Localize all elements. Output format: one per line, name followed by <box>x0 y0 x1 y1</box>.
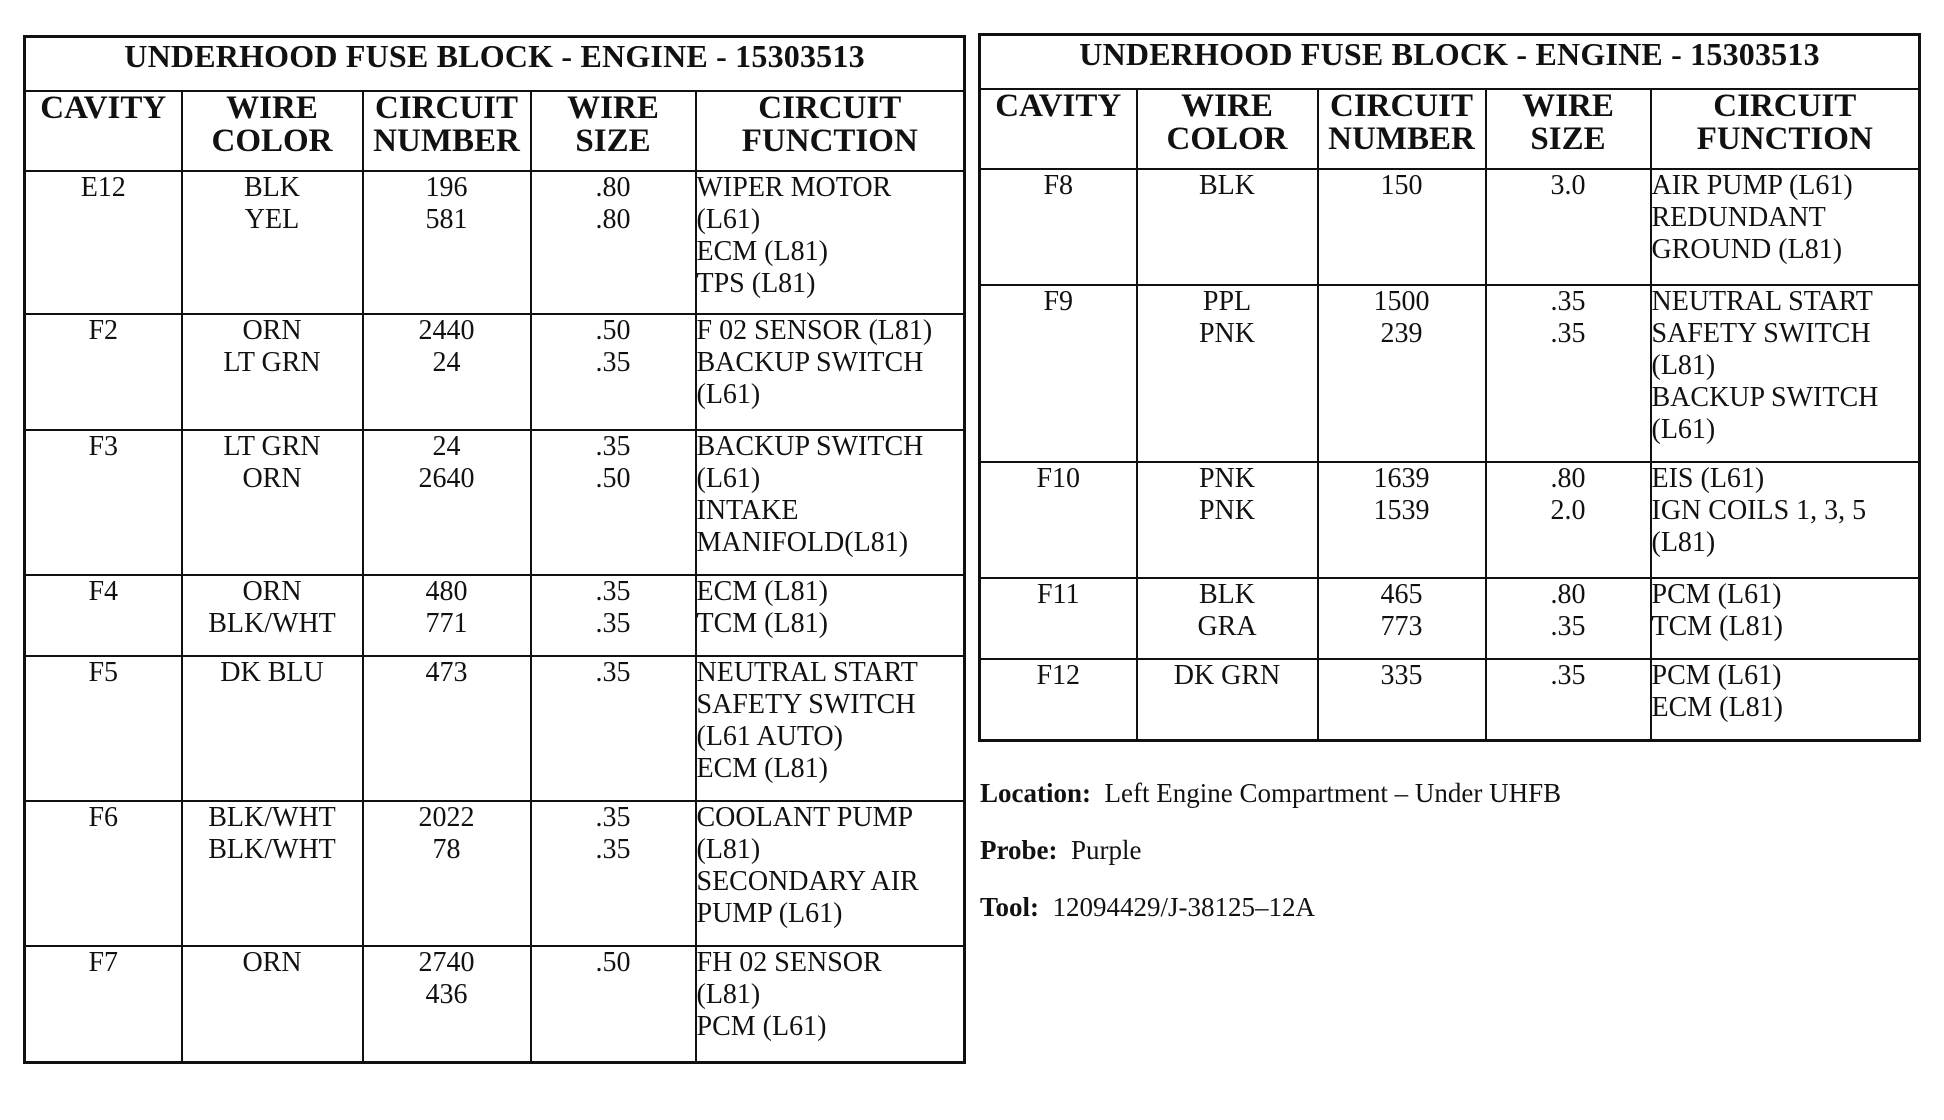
cell-line: 480 <box>425 576 468 607</box>
table-row <box>980 169 1920 285</box>
cell-line: 239 <box>1380 318 1423 349</box>
wire-size-cell <box>531 656 696 801</box>
cell-line: (L61) <box>696 204 761 235</box>
cell-line: ORN <box>242 463 302 494</box>
table-row <box>980 659 1920 740</box>
cell-line: WIPER MOTOR <box>696 172 892 203</box>
table-row <box>980 285 1920 462</box>
cell-line: PNK <box>1198 463 1255 494</box>
wire-color-cell <box>182 801 363 946</box>
header-wire-size <box>531 91 696 171</box>
cell-line: SIZE <box>1530 121 1606 157</box>
wire-size-cell <box>1486 659 1651 740</box>
cell-line: BLK <box>1199 579 1255 610</box>
cavity-cell: F5 <box>25 656 182 801</box>
header-circuit-number <box>1318 89 1486 169</box>
fuse-table-right <box>978 33 1921 742</box>
cell-line: ECM (L81) <box>696 236 828 267</box>
cell-line: ECM (L81) <box>696 576 828 607</box>
cell-line: .35 <box>595 576 631 607</box>
cell-line: BLK/WHT <box>208 802 336 833</box>
circuit-number-cell <box>1318 659 1486 740</box>
cell-line: 78 <box>432 834 461 865</box>
cell-line: ORN <box>242 576 302 607</box>
wire-color-cell <box>182 314 363 430</box>
wire-color-cell <box>182 171 363 314</box>
cell-line: BLK <box>244 172 300 203</box>
cell-line: BLK <box>1199 170 1255 201</box>
circuit-function-cell <box>696 946 965 1062</box>
probe-label: Probe: <box>980 835 1058 865</box>
circuit-number-cell <box>1318 462 1486 578</box>
cell-line: 1500 <box>1373 286 1430 317</box>
cell-line: WIRE <box>226 90 318 126</box>
cell-line: WIRE <box>567 90 659 126</box>
wire-size-cell <box>531 430 696 575</box>
table-row <box>25 314 965 430</box>
cavity-cell: F6 <box>25 801 182 946</box>
cell-line: IGN COILS 1, 3, 5 <box>1651 495 1867 526</box>
cell-line: F 02 SENSOR (L81) <box>696 315 933 346</box>
wire-color-cell <box>1137 578 1318 659</box>
cell-line: CIRCUIT <box>758 90 902 126</box>
cell-line: YEL <box>244 204 300 235</box>
cell-line: PNK <box>1198 318 1255 349</box>
cell-line: .80 <box>1550 579 1586 610</box>
cell-line: .35 <box>1550 611 1586 642</box>
cell-line: .35 <box>595 347 631 378</box>
cell-line: DK BLU <box>220 657 324 688</box>
location-info <box>980 778 1561 809</box>
cell-line: BACKUP SWITCH <box>696 431 924 462</box>
cell-line: .35 <box>1550 660 1586 691</box>
circuit-function-cell <box>696 430 965 575</box>
cell-line: 24 <box>432 431 461 462</box>
cell-line: NEUTRAL START <box>1651 286 1873 317</box>
cell-line: 1639 <box>1373 463 1430 494</box>
cell-line: FUNCTION <box>741 123 918 159</box>
cell-line: NEUTRAL START <box>696 657 918 688</box>
location-value: Left Engine Compartment – Under UHFB <box>1104 778 1562 808</box>
cell-line: 24 <box>432 347 461 378</box>
cell-line: LT GRN <box>223 347 321 378</box>
circuit-number-cell <box>363 430 531 575</box>
cell-line: GROUND (L81) <box>1651 234 1843 265</box>
header-cavity <box>25 91 182 171</box>
wire-color-cell <box>1137 285 1318 462</box>
cell-line: 773 <box>1380 611 1423 642</box>
cell-line: ECM (L81) <box>1651 692 1783 723</box>
cavity-cell: F3 <box>25 430 182 575</box>
tool-info <box>980 892 1315 923</box>
wire-color-cell <box>1137 659 1318 740</box>
wire-size-cell <box>531 575 696 656</box>
wire-size-cell <box>1486 578 1651 659</box>
wire-color-cell <box>1137 462 1318 578</box>
cell-line: COLOR <box>1166 121 1288 157</box>
cell-line: WIRE <box>1181 88 1273 124</box>
cell-line: .80 <box>595 172 631 203</box>
header-cavity <box>980 89 1137 169</box>
cell-line: ORN <box>242 315 302 346</box>
cavity-cell: F7 <box>25 946 182 1062</box>
cell-line: PCM (L61) <box>1651 660 1782 691</box>
header-circuit-number <box>363 91 531 171</box>
cell-line: CAVITY <box>995 88 1122 124</box>
circuit-function-cell <box>1651 578 1920 659</box>
wire-size-cell <box>531 314 696 430</box>
wire-size-cell <box>531 171 696 314</box>
cell-line: ORN <box>242 947 302 978</box>
cell-line: .35 <box>1550 318 1586 349</box>
tool-value: 12094429/J-38125–12A <box>1052 892 1316 922</box>
cell-line: (L61 AUTO) <box>696 721 843 752</box>
cell-line: 3.0 <box>1550 170 1586 201</box>
table-row <box>25 656 965 801</box>
table-title: UNDERHOOD FUSE BLOCK - ENGINE - 15303513 <box>980 35 1920 90</box>
cell-line: LT GRN <box>223 431 321 462</box>
wire-color-cell <box>182 656 363 801</box>
cell-line: (L61) <box>1651 414 1716 445</box>
header-wire-color <box>1137 89 1318 169</box>
cavity-cell: F2 <box>25 314 182 430</box>
cell-line: MANIFOLD(L81) <box>696 527 909 558</box>
cell-line: .35 <box>1550 286 1586 317</box>
cell-line: .80 <box>595 204 631 235</box>
wire-color-cell <box>1137 169 1318 285</box>
circuit-number-cell <box>1318 578 1486 659</box>
circuit-function-cell <box>696 314 965 430</box>
wire-color-cell <box>182 575 363 656</box>
cavity-cell: E12 <box>25 171 182 314</box>
cell-line: ECM (L81) <box>696 753 828 784</box>
cell-line: TPS (L81) <box>696 268 816 299</box>
cell-line: 150 <box>1380 170 1423 201</box>
fuse-table-left <box>23 35 966 1064</box>
cell-line: SECONDARY AIR <box>696 866 919 897</box>
circuit-number-cell <box>363 946 531 1062</box>
circuit-number-cell <box>363 656 531 801</box>
cell-line: REDUNDANT <box>1651 202 1826 233</box>
tool-label: Tool: <box>980 892 1040 922</box>
cell-line: 771 <box>425 608 468 639</box>
cell-line: 473 <box>425 657 468 688</box>
cell-line: 1539 <box>1373 495 1430 526</box>
cavity-cell: F10 <box>980 462 1137 578</box>
cavity-cell: F11 <box>980 578 1137 659</box>
cell-line: PCM (L61) <box>1651 579 1782 610</box>
header-wire-size <box>1486 89 1651 169</box>
cell-line: (L61) <box>696 463 761 494</box>
cell-line: PUMP (L61) <box>696 898 843 929</box>
cell-line: BACKUP SWITCH <box>696 347 924 378</box>
cell-line: WIRE <box>1522 88 1614 124</box>
cell-line: 2022 <box>418 802 475 833</box>
circuit-function-cell <box>1651 169 1920 285</box>
circuit-number-cell <box>363 314 531 430</box>
cell-line: (L81) <box>1651 527 1716 558</box>
table-row <box>25 575 965 656</box>
cell-line: .35 <box>595 608 631 639</box>
cavity-cell: F8 <box>980 169 1137 285</box>
cell-line: .50 <box>595 463 631 494</box>
cell-line: .80 <box>1550 463 1586 494</box>
header-wire-color <box>182 91 363 171</box>
circuit-function-cell <box>1651 659 1920 740</box>
circuit-number-cell <box>363 575 531 656</box>
cell-line: 2640 <box>418 463 475 494</box>
cavity-cell: F4 <box>25 575 182 656</box>
header-circuit-function <box>1651 89 1920 169</box>
cell-line: GRA <box>1197 611 1257 642</box>
cell-line: COOLANT PUMP <box>696 802 914 833</box>
cavity-cell: F12 <box>980 659 1137 740</box>
cell-line: COLOR <box>211 123 333 159</box>
circuit-function-cell <box>1651 462 1920 578</box>
cell-line: SAFETY SWITCH <box>1651 318 1871 349</box>
circuit-number-cell <box>1318 285 1486 462</box>
table-row <box>25 430 965 575</box>
cell-line: 2740 <box>418 947 475 978</box>
cell-line: PCM (L61) <box>696 1011 827 1042</box>
wire-size-cell <box>1486 462 1651 578</box>
cell-line: 436 <box>425 979 468 1010</box>
table-row <box>25 946 965 1062</box>
circuit-function-cell <box>696 801 965 946</box>
cell-line: CIRCUIT <box>1329 88 1474 124</box>
cell-line: .50 <box>595 315 631 346</box>
cell-line: (L81) <box>696 834 761 865</box>
circuit-function-cell <box>1651 285 1920 462</box>
table-row <box>25 171 965 314</box>
cell-line: (L81) <box>1651 350 1716 381</box>
cell-line: 465 <box>1380 579 1423 610</box>
cell-line: 335 <box>1380 660 1423 691</box>
cell-line: .35 <box>595 834 631 865</box>
wire-size-cell <box>531 946 696 1062</box>
circuit-number-cell <box>363 171 531 314</box>
cell-line: TCM (L81) <box>1651 611 1783 642</box>
cell-line: SAFETY SWITCH <box>696 689 916 720</box>
cell-line: (L61) <box>696 379 761 410</box>
cell-line: BACKUP SWITCH <box>1651 382 1879 413</box>
cell-line: TCM (L81) <box>696 608 828 639</box>
cell-line: EIS (L61) <box>1651 463 1765 494</box>
cell-line: NUMBER <box>1328 121 1475 157</box>
circuit-function-cell <box>696 171 965 314</box>
cell-line: 581 <box>425 204 468 235</box>
cell-line: 2440 <box>418 315 475 346</box>
circuit-number-cell <box>363 801 531 946</box>
cell-line: (L81) <box>696 979 761 1010</box>
cell-line: .35 <box>595 657 631 688</box>
cell-line: FH 02 SENSOR <box>696 947 882 978</box>
cavity-cell: F9 <box>980 285 1137 462</box>
location-label: Location: <box>980 778 1091 808</box>
cell-line: .50 <box>595 947 631 978</box>
header-circuit-function <box>696 91 965 171</box>
table-row <box>980 462 1920 578</box>
cell-line: INTAKE <box>696 495 799 526</box>
cell-line: BLK/WHT <box>208 834 336 865</box>
circuit-function-cell <box>696 656 965 801</box>
cell-line: SIZE <box>575 123 651 159</box>
cell-line: 196 <box>425 172 468 203</box>
cell-line: PNK <box>1198 495 1255 526</box>
cell-line: 2.0 <box>1550 495 1586 526</box>
cell-line: .35 <box>595 431 631 462</box>
wire-color-cell <box>182 430 363 575</box>
wire-size-cell <box>1486 285 1651 462</box>
circuit-number-cell <box>1318 169 1486 285</box>
cell-line: FUNCTION <box>1696 121 1873 157</box>
wire-size-cell <box>531 801 696 946</box>
cell-line: CIRCUIT <box>374 90 519 126</box>
wire-color-cell <box>182 946 363 1062</box>
cell-line: AIR PUMP (L61) <box>1651 170 1853 201</box>
cell-line: CAVITY <box>40 90 167 126</box>
cell-line: .35 <box>595 802 631 833</box>
probe-info <box>980 835 1141 866</box>
cell-line: PPL <box>1202 286 1252 317</box>
cell-line: NUMBER <box>373 123 520 159</box>
cell-line: BLK/WHT <box>208 608 336 639</box>
table-title: UNDERHOOD FUSE BLOCK - ENGINE - 15303513 <box>25 37 965 92</box>
probe-value: Purple <box>1070 835 1142 865</box>
table-row <box>25 801 965 946</box>
circuit-function-cell <box>696 575 965 656</box>
wire-size-cell <box>1486 169 1651 285</box>
cell-line: CIRCUIT <box>1713 88 1857 124</box>
table-row <box>980 578 1920 659</box>
cell-line: DK GRN <box>1173 660 1281 691</box>
